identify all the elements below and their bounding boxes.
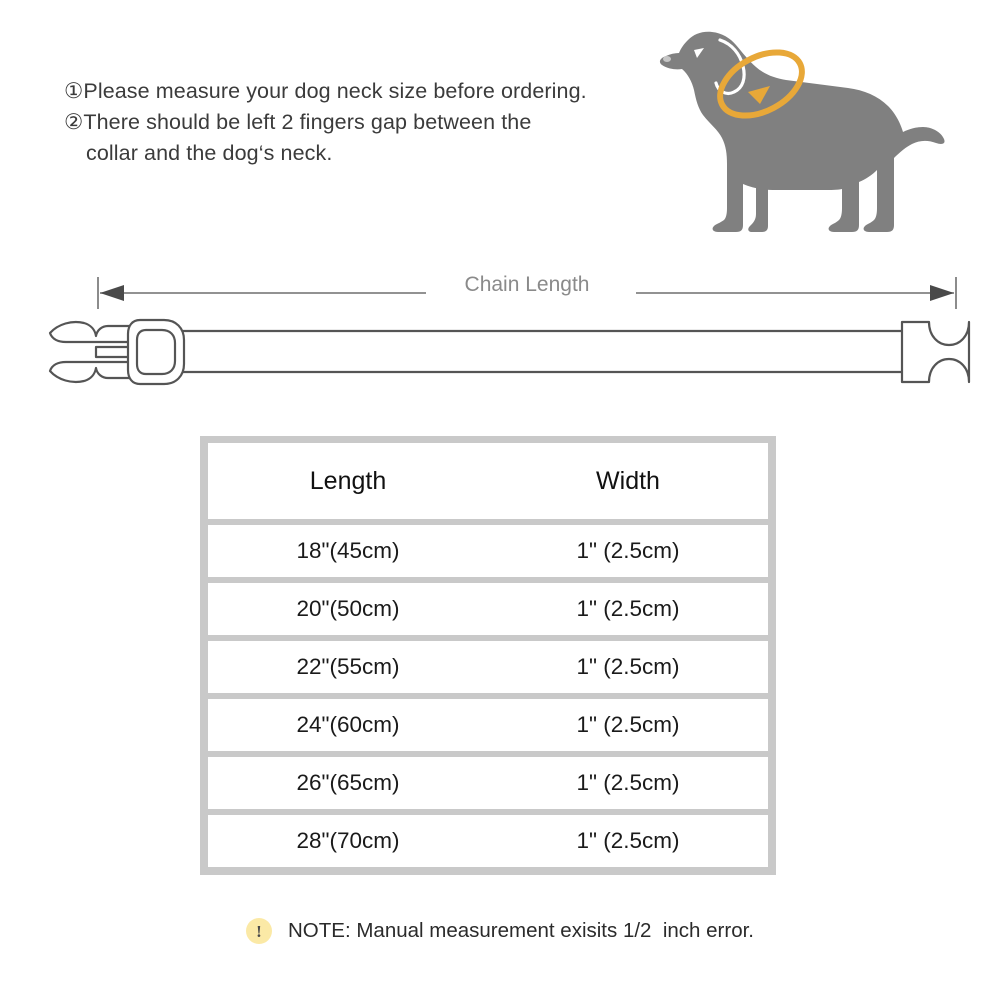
table-row [208,583,768,635]
table-row [208,757,768,809]
chain-length-label: Chain Length [464,273,590,296]
cell-width: 1" (2.5cm) [576,537,680,563]
cell-length: 26"(65cm) [296,769,400,795]
cell-width: 1" (2.5cm) [576,827,680,853]
collar-illustration [36,300,972,410]
dog-illustration [648,12,988,252]
table-header-row [208,443,768,519]
cell-length: 18"(45cm) [296,537,400,563]
table-row [208,815,768,867]
buckle-prong-upper [50,322,136,342]
buckle-slot [137,330,175,374]
buckle-prong-lower [50,362,136,382]
note-text: NOTE: Manual measurement exisits 1/2 inch error. [288,919,754,942]
instruction-line-3: collar and the dog‘s neck. [86,141,333,165]
cell-length: 28"(70cm) [296,827,400,853]
collar-end-keeper [902,322,969,382]
cell-length: 20"(50cm) [296,595,400,621]
cell-width: 1" (2.5cm) [576,769,680,795]
cell-width: 1" (2.5cm) [576,595,680,621]
collar-strap [144,331,908,372]
column-header-length: Length [309,466,387,495]
instructions-block [64,76,664,169]
cell-width: 1" (2.5cm) [576,653,680,679]
cell-length: 24"(60cm) [296,711,400,737]
size-table [200,436,776,875]
exclamation-glyph: ! [256,921,262,941]
cell-length: 22"(55cm) [296,653,400,679]
cell-width: 1" (2.5cm) [576,711,680,737]
instruction-line-2: ②There should be left 2 fingers gap between the [64,110,532,134]
note-row [0,918,1000,944]
table-row [208,699,768,751]
table-row [208,641,768,693]
dog-nose [663,56,671,62]
exclamation-icon [246,918,272,944]
column-header-width: Width [596,466,660,495]
table-row [208,525,768,577]
instruction-line-1: ①Please measure your dog neck size before ordering. [64,79,587,103]
